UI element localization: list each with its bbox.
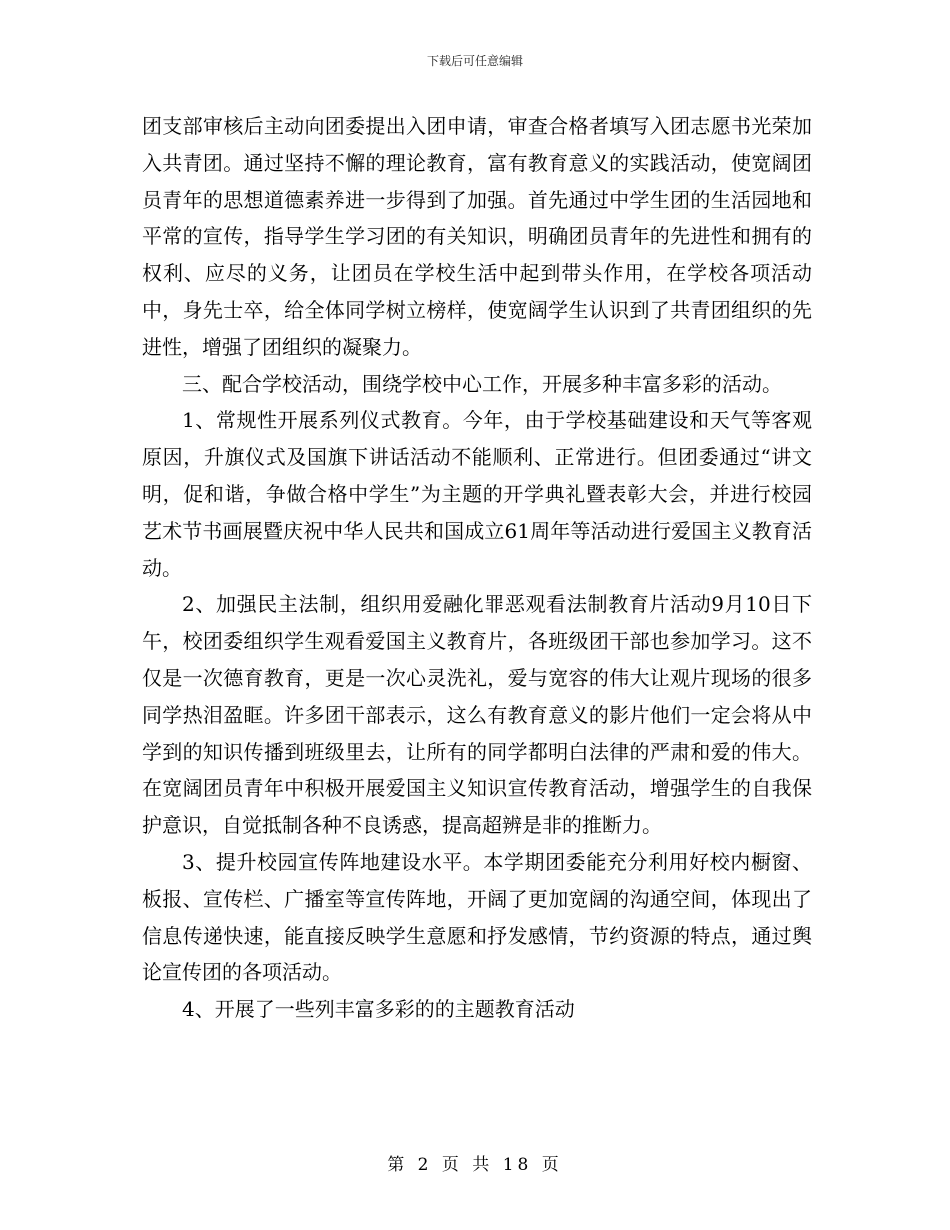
body-paragraph: 团支部审核后主动向团委提出入团申请，审查合格者填写入团志愿书光荣加入共青团。通过坚持不懈的理论教育，富有教育意义的实践活动，使宽阔团员青年的思想道德素养进一步得到了加强。首先通过中学生团的生活园地和平常的宣传，指导学生学习团的有关知识，明确团员青年的先进性和拥有的权利、应尽的义务，让团员在学校生活中起到带头作用，在学校各项活动中，身先士卒，给全体同学树立榜样，使宽阔学生认识到了共青团组织的先进性，增强了团组织的凝聚力。 — [142, 114, 812, 359]
body-paragraph: 3、提升校园宣传阵地建设水平。本学期团委能充分利用好校内橱窗、板报、宣传栏、广播室等宣传阵地，开阔了更加宽阔的沟通空间，体现出了信息传递快速，能直接反映学生意愿和抒发感情，节约资源的特点，通过舆论宣传团的各项活动。 — [142, 849, 812, 985]
page-header — [0, 52, 950, 70]
body-paragraph: 4、开展了一些列丰富多彩的的主题教育活动 — [182, 997, 575, 1022]
page-number: 第 2 页 共 18 页 — [387, 1155, 563, 1175]
section-heading: 三、配合学校活动，围绕学校中心工作，开展多种丰富多彩的活动。 — [182, 371, 782, 396]
body-paragraph: 1、常规性开展系列仪式教育。今年，由于学校基础建设和天气等客观原因，升旗仪式及国旗下讲话活动不能顺利、正常进行。但团委通过“讲文明，促和谐，争做合格中学生”为主题的开学典礼暨表彰大会，并进行校园艺术节书画展暨庆祝中华人民共和国成立61周年等活动进行爱国主义教育活动。 — [142, 408, 812, 580]
body-paragraph: 2、加强民主法制，组织用爱融化罪恶观看法制教育片活动9月10日下午，校团委组织学生观看爱国主义教育片，各班级团干部也参加学习。这不仅是一次德育教育，更是一次心灵洗礼，爱与宽容的伟大让观片现场的很多同学热泪盈眶。许多团干部表示，这么有教育意义的影片他们一定会将从中学到的知识传播到班级里去，让所有的同学都明白法律的严肃和爱的伟大。在宽阔团员青年中积极开展爱国主义知识宣传教育活动，增强学生的自我保护意识，自觉抵制各种不良诱惑，提高超辨是非的推断力。 — [142, 592, 812, 838]
document-body — [142, 108, 812, 1028]
page-footer — [0, 1153, 950, 1177]
header-note: 下载后可任意编辑 — [426, 54, 523, 68]
